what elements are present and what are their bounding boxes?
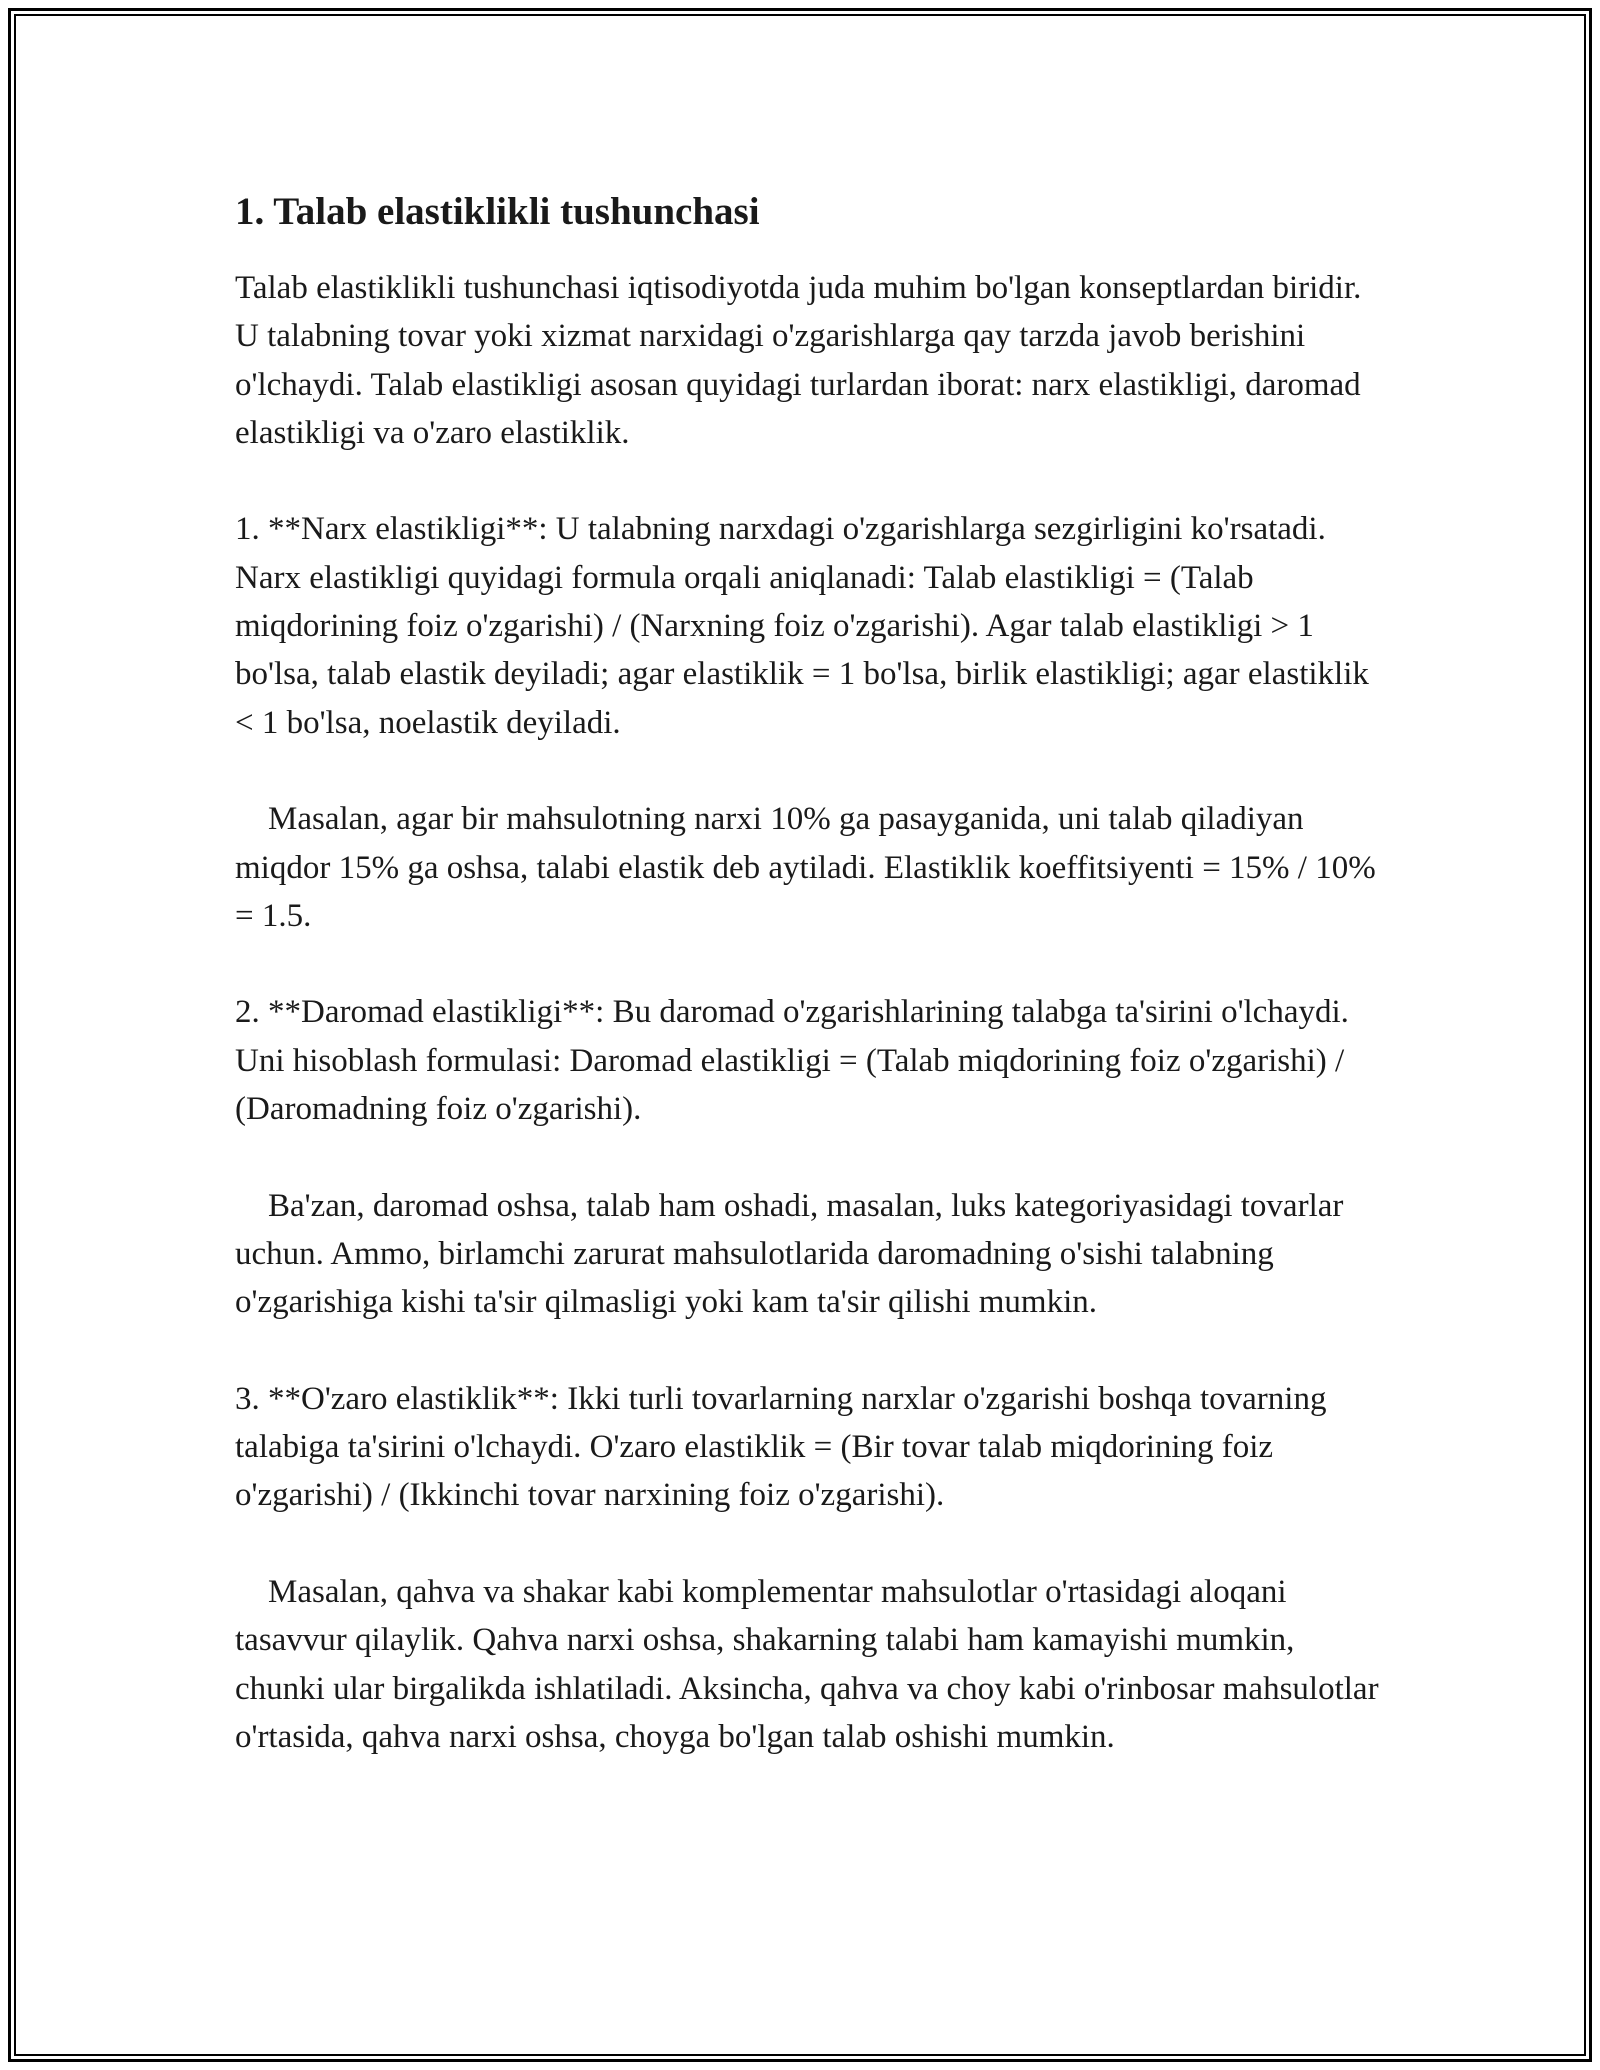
paragraph-price-example: Masalan, agar bir mahsulotning narxi 10% ga pasayganida, uni talab qiladiyan miqdor 15% ga oshsa, talabi elastik deb aytiladi. Elastiklik koeffitsiyenti = 15% / 10% = 1.5.	[235, 801, 1384, 934]
document-body	[235, 186, 1385, 1761]
paragraph-income-elasticity: 2. **Daromad elastikligi**: Bu daromad o'zgarishlarining talabga ta'sirini o'lchaydi. Uni hisoblash formulasi: Daromad elastikligi = (Talab miqdorining foiz o'zgarishi) / (Daromadning foiz o'zgarishi).	[235, 994, 1358, 1128]
paragraph-price-elasticity: 1. **Narx elastikligi**: U talabning narxdagi o'zgarishlarga sezgirligini ko'rsatadi. Narx elastikligi quyidagi formula orqali aniqlanadi: Talab elastikligi = (Talab miqdorining foiz o'zgarishi) / (Narxning foiz o'zgarishi). Agar talab elastikligi > 1 bo'lsa, talab elastik deyiladi; agar elastiklik = 1 bo'lsa, birlik elastikligi; agar elastiklik < 1 bo'lsa, noelastik deyiladi.	[235, 511, 1378, 741]
paragraph-income-example: Ba'zan, daromad oshsa, talab ham oshadi, masalan, luks kategoriyasidagi tovarlar uchun. Ammo, birlamchi zarurat mahsulotlarida daromadning o'sishi talabning o'zgarishiga kishi ta'sir qilmasligi yoki kam ta'sir qilishi mumkin.	[235, 1187, 1352, 1321]
paragraph-intro: Talab elastiklikli tushunchasi iqtisodiyotda juda muhim bo'lgan konseptlardan biridir. U talabning tovar yoki xizmat narxidagi o'zgarishlarga qay tarzda javob berishini o'lchaydi. Talab elastikligi asosan quyidagi turlardan iborat: narx elastikligi, daromad elastikligi va o'zaro elastiklik.	[235, 270, 1370, 451]
document-title: 1. Talab elastiklikli tushunchasi	[235, 190, 760, 233]
paragraph-cross-elasticity: 3. **O'zaro elastiklik**: Ikki turli tovarlarning narxlar o'zgarishi boshqa tovarning talabiga ta'sirini o'lchaydi. O'zaro elastiklik = (Bir tovar talab miqdorining foiz o'zgarishi) / (Ikkinchi tovar narxining foiz o'zgarishi).	[235, 1380, 1335, 1514]
paragraph-cross-example: Masalan, qahva va shakar kabi komplementar mahsulotlar o'rtasidagi aloqani tasavvur qilaylik. Qahva narxi oshsa, shakarning talabi ham kamayishi mumkin, chunki ular birgalikda ishlatiladi. Aksincha, qahva va choy kabi o'rinbosar mahsulotlar o'rtasida, qahva narxi oshsa, choyga bo'lgan talab oshishi mumkin.	[235, 1574, 1387, 1755]
